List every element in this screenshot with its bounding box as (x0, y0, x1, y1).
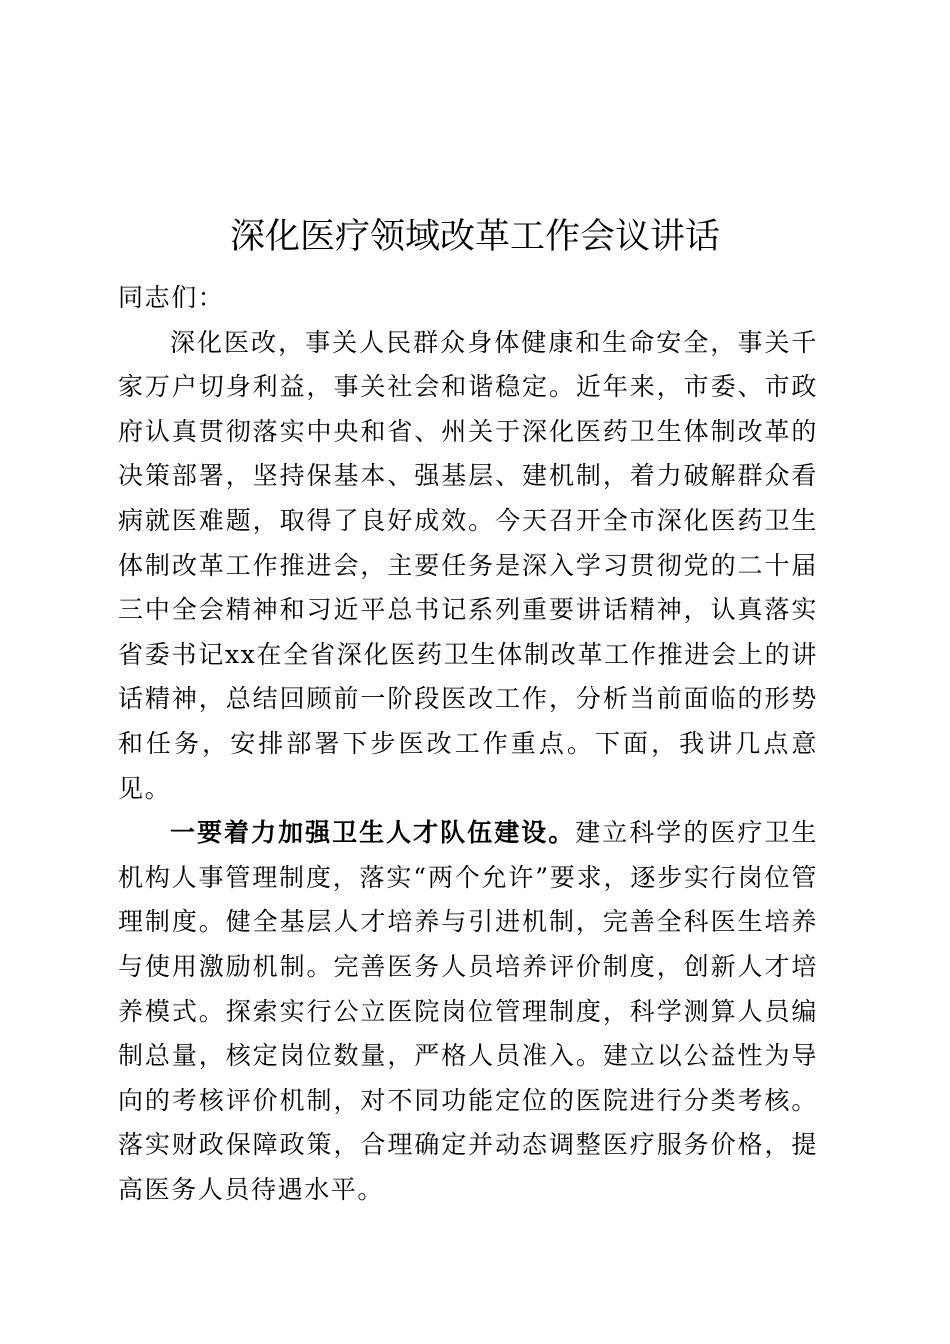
paragraph-talent-body: 建立科学的医疗卫生机构人事管理制度，落实“两个允许”要求，逐步实行岗位管理制度。健全基层人才培养与引进机制，完善全科医生培养与使用激励机制。完善医务人员培养评价制度，创新人才培养模式。探索实行公立医院岗位管理制度，科学测算人员编制总量，核定岗位数量，严格人员准入。建立以公益性为导向的考核评价机制，对不同功能定位的医院进行分类考核。落实财政保障政策，合理确定并动态调整医疗服务价格，提高医务人员待遇水平。 (118, 818, 818, 1204)
paragraph-talent (118, 811, 818, 1212)
paragraph-intro: 深化医改，事关人民群众身体健康和生命安全，事关千家万户切身利益，事关社会和谐稳定。近年来，市委、市政府认真贯彻落实中央和省、州关于深化医药卫生体制改革的决策部署，坚持保基本、强基层、建机制，着力破解群众看病就医难题，取得了良好成效。今天召开全市深化医药卫生体制改革工作推进会，主要任务是深入学习贯彻党的二十届三中全会精神和习近平总书记系列重要讲话精神，认真落实省委书记xx在全省深化医药卫生体制改革工作推进会上的讲话精神，总结回顾前一阶段医改工作，分析当前面临的形势和任务，安排部署下步医改工作重点。下面，我讲几点意见。 (118, 327, 818, 803)
document-title: 深化医疗领域改革工作会议讲话 (229, 217, 720, 257)
greeting: 同志们： (118, 283, 225, 312)
document-body (118, 276, 818, 1212)
paragraph-lead-heading: 一要着力加强卫生人才队伍建设。 (170, 818, 576, 848)
